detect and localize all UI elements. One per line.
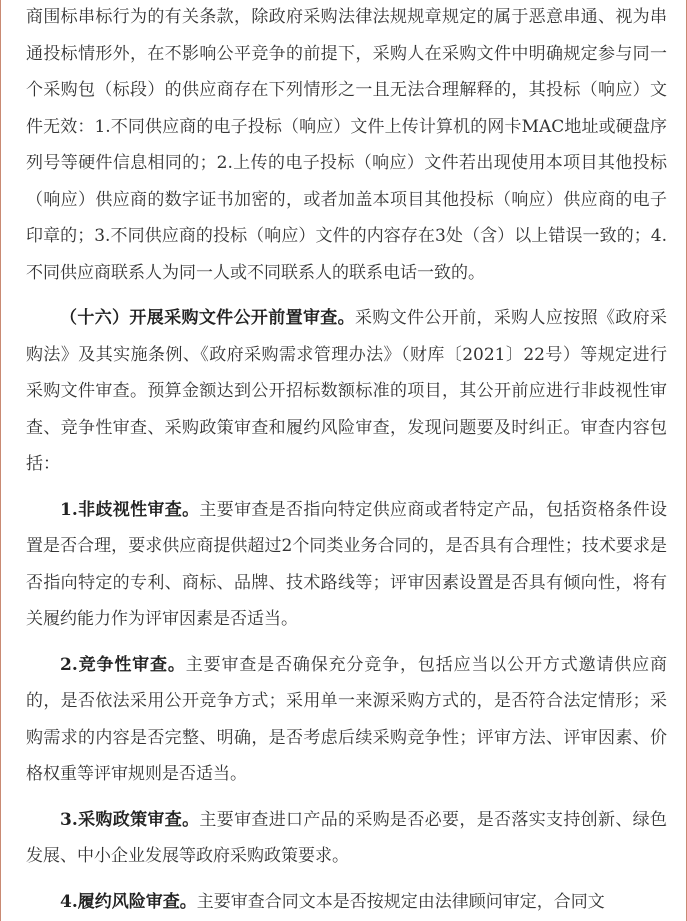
paragraph-policy-review <box>26 802 667 875</box>
paragraph-competition-review <box>26 647 667 793</box>
item-heading: 4.履约风险审查。 <box>60 891 197 912</box>
paragraph-gap <box>26 291 667 300</box>
paragraph-text: 主要审查是否确保充分竞争，包括应当以公开方式邀请供应商的，是否依法采用公开竞争方式；采用单一来源采购方式的，是否符合法定情形；采购需求的内容是否完整、明确，是否考虑后续采购竞争性；评审方法、评审因素、价格权重等评审规则是否适当。 <box>26 654 668 784</box>
paragraph-text: 主要审查是否指向特定供应商或者特定产品，包括资格条件设置是否合理，要求供应商提供超过2个同类业务合同的，是否具有合理性；技术要求是否指向特定的专利、商标、品牌、技术路线等；评审因素设置是否具有倾向性，将有关履约能力作为评审因素是否适当。 <box>26 499 668 629</box>
paragraph-pre-review <box>26 300 667 483</box>
item-heading: 2.竞争性审查。 <box>60 654 186 675</box>
paragraph-gap <box>26 638 667 647</box>
document-body <box>26 0 667 920</box>
paragraph-performance-risk-review <box>26 884 667 921</box>
paragraph-text: 商围标串标行为的有关条款，除政府采购法律法规规章规定的属于恶意串通、视为串通投标情形外，在不影响公平竞争的前提下，采购人在采购文件中明确规定参与同一个采购包（标段）的供应商存在下列情形之一且无法合理解释的，其投标（响应）文件无效：1.不同供应商的电子投标（响应）文件上传计算机的网卡MAC地址或硬盘序列号等硬件信息相同的；2.上传的电子投标（响应）文件若出现使用本项目其他投标（响应）供应商的数字证书加密的，或者加盖本项目其他投标（响应）供应商的电子印章的；3.不同供应商的投标（响应）文件的内容存在3处（含）以上错误一致的；4.不同供应商联系人为同一人或不同联系人的联系电话一致的。 <box>26 7 667 283</box>
paragraph-non-discrimination-review <box>26 492 667 638</box>
paragraph-text: 采购文件公开前，采购人应按照《政府采购法》及其实施条例、《政府采购需求管理办法》（财库〔2021〕22号）等规定进行采购文件审查。预算金额达到公开招标数额标准的项目，其公开前应进行非歧视性审查、竞争性审查、采购政策审查和履约风险审查，发现问题要及时纠正。审查内容包括： <box>26 308 667 474</box>
item-heading: 1.非歧视性审查。 <box>60 499 200 520</box>
paragraph-gap <box>26 483 667 492</box>
paragraph-bid-rigging-conditions <box>26 0 667 291</box>
item-heading: 3.采购政策审查。 <box>60 809 200 830</box>
section-heading: （十六）开展采购文件公开前置审查。 <box>60 308 355 328</box>
paragraph-gap <box>26 793 667 802</box>
paragraph-gap <box>26 875 667 884</box>
paragraph-text: 主要审查进口产品的采购是否必要，是否落实支持创新、绿色发展、中小企业发展等政府采购政策要求。 <box>26 809 668 866</box>
paragraph-text: 主要审查合同文本是否按规定由法律顾问审定，合同文 <box>196 891 605 912</box>
